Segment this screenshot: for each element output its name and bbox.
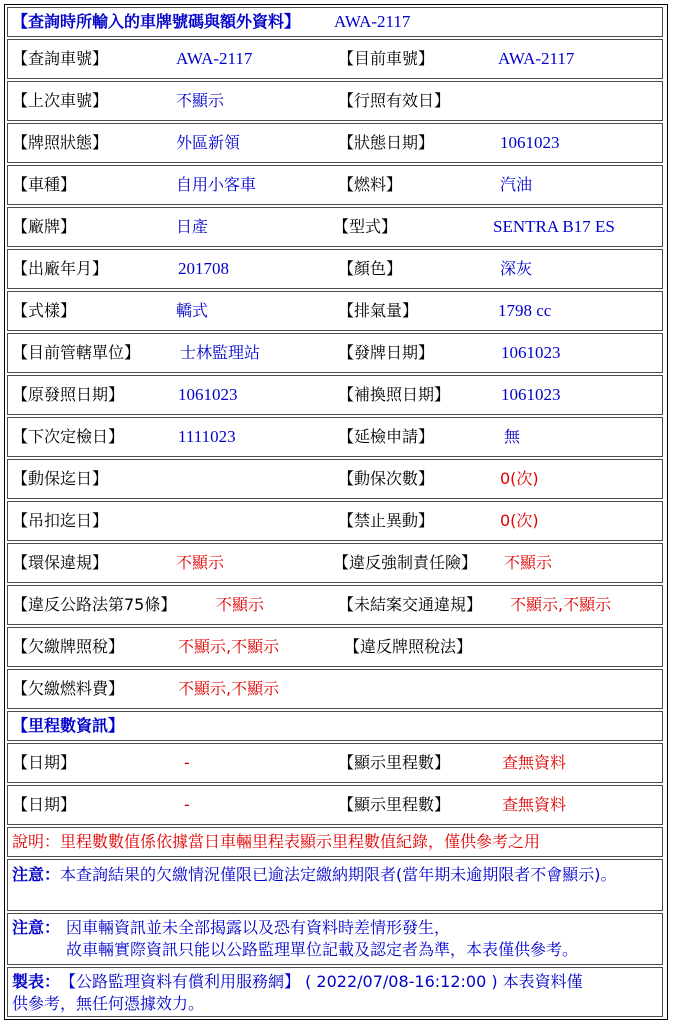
info-row [7,333,663,373]
field-label: 【上次車號】 [12,91,109,110]
mileage-title: 【里程數資訊】 [12,716,125,735]
field-label: 【欠繳燃料費】 [12,679,125,698]
info-row [7,81,663,121]
field-value: 1061023 [500,133,560,152]
field-value: 不顯示 [216,595,265,614]
info-row [7,417,663,457]
field-value: 查無資料 [502,795,567,814]
info-row [7,585,663,625]
field-label: 【補換照日期】 [338,385,451,404]
field-value: 無 [504,427,521,446]
note2-line2: 故車輛實際資訊只能以公路監理單位記載及認定者為準，本表僅供參考。 [66,940,579,959]
field-label: 【禁止異動】 [338,511,435,530]
info-row [7,459,663,499]
field-value: 1061023 [501,385,561,404]
note1-line1: 本查詢結果的欠繳情況僅限已逾法定繳納期限者(當年期未逾期限者不會顯示)。 [60,865,617,884]
field-label: 【違反強制責任險】 [333,553,478,572]
field-label: 【環保違規】 [12,553,109,572]
field-value: SENTRA B17 ES [493,217,615,236]
field-value: 0(次) [500,469,539,488]
field-value: 1061023 [178,385,238,404]
info-row [7,627,663,667]
field-label: 【動保次數】 [338,469,435,488]
field-label: 【目前車號】 [338,49,435,68]
field-value: - [184,753,190,772]
note1-label: 注意： [12,865,61,884]
field-value: 外區新領 [176,133,241,152]
field-value: 1111023 [178,427,236,446]
field-label: 【狀態日期】 [338,133,435,152]
field-label: 【延檢申請】 [338,427,435,446]
field-label: 【日期】 [12,795,77,814]
query-header-plate: AWA-2117 [334,12,411,31]
explain-text: 說明：里程數數值係依據當日車輛里程表顯示里程數值紀錄，僅供參考之用 [12,832,541,851]
info-row [7,249,663,289]
note2-line1: 因車輛資訊並未全部揭露以及恐有資料時差情形發生， [66,918,451,937]
field-value: 不顯示 [504,553,553,572]
field-label: 【行照有效日】 [338,91,451,110]
field-label: 【日期】 [12,753,77,772]
field-label: 【發牌日期】 [338,343,435,362]
field-label: 【顯示里程數】 [338,795,451,814]
field-label: 【型式】 [333,217,398,236]
mileage-row [7,743,663,783]
info-row [7,39,663,79]
maker-row [7,967,663,1017]
info-row [7,501,663,541]
field-value: 查無資料 [502,753,567,772]
maker-label: 製表： [12,972,61,991]
field-label: 【吊扣迄日】 [12,511,109,530]
field-label: 【燃料】 [338,175,403,194]
info-row [7,543,663,583]
field-value: 自用小客車 [176,175,257,194]
field-value: 深灰 [500,259,533,278]
field-value: 1061023 [501,343,561,362]
query-header-row [7,7,663,37]
maker-line1: 【公路監理資料有償利用服務網】 ( 2022/07/08-16:12:00 ) 本表資料僅 [60,972,583,991]
field-value: - [184,795,190,814]
field-value: 1798 cc [498,301,552,320]
field-label: 【欠繳牌照稅】 [12,637,125,656]
field-value: 日產 [176,217,209,236]
field-label: 【查詢車號】 [12,49,109,68]
field-label: 【未結案交通違規】 [338,595,483,614]
note1-row [7,859,663,911]
field-label: 【目前管轄單位】 [12,343,141,362]
mileage-row [7,785,663,825]
query-header-title: 【查詢時所輸入的車牌號碼與額外資料】 [12,12,301,31]
field-label: 【車種】 [12,175,77,194]
field-value: 不顯示 [176,553,225,572]
field-label: 【排氣量】 [338,301,419,320]
explain-row [7,827,663,857]
field-value: 0(次) [500,511,539,530]
field-label: 【出廠年月】 [12,259,109,278]
field-value: 士林監理站 [180,343,261,362]
field-label: 【廠牌】 [12,217,77,236]
info-row [7,669,663,709]
vehicle-query-result-table [4,4,668,1020]
field-label: 【顏色】 [338,259,403,278]
info-row [7,207,663,247]
info-row [7,165,663,205]
info-row [7,375,663,415]
field-value: AWA-2117 [176,49,253,68]
field-value: 汽油 [500,175,533,194]
field-value: 不顯示 [176,91,225,110]
field-label: 【牌照狀態】 [12,133,109,152]
field-label: 【下次定檢日】 [12,427,125,446]
field-value: 不顯示,不顯示 [510,595,612,614]
maker-line2: 供參考，無任何憑據效力。 [12,994,205,1013]
field-label: 【動保迄日】 [12,469,109,488]
field-value: 不顯示,不顯示 [178,637,280,656]
field-label: 【原發照日期】 [12,385,125,404]
note2-label: 注意： [12,918,61,937]
note1-text [12,864,652,886]
field-value: 201708 [178,259,229,278]
info-row [7,123,663,163]
field-label: 【顯示里程數】 [338,753,451,772]
field-value: 轎式 [176,301,209,320]
info-row [7,291,663,331]
note2-row [7,913,663,965]
field-label: 【違反牌照稅法】 [344,637,473,656]
field-value: AWA-2117 [498,49,575,68]
field-label: 【違反公路法第75條】 [12,595,177,614]
field-label: 【式樣】 [12,301,77,320]
mileage-header-row [7,711,663,741]
field-value: 不顯示,不顯示 [178,679,280,698]
